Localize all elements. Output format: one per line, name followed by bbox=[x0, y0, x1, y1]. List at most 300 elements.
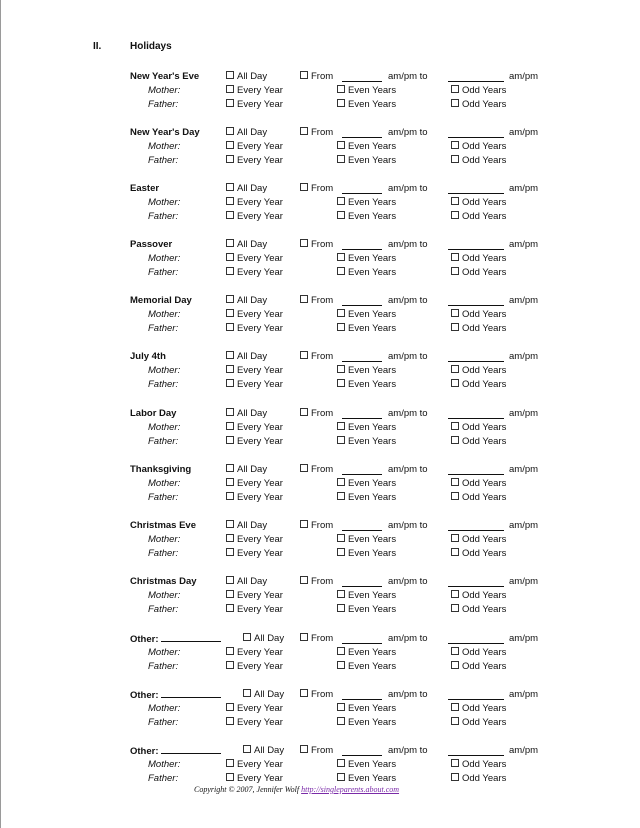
father-every-year-option[interactable] bbox=[226, 322, 283, 336]
every-year-checkbox-icon[interactable] bbox=[226, 647, 234, 655]
mother-label: Mother: bbox=[148, 309, 181, 320]
mother-label: Mother: bbox=[148, 647, 181, 658]
odd-years-checkbox-icon[interactable] bbox=[451, 99, 459, 107]
odd-years-checkbox-icon[interactable] bbox=[451, 703, 459, 711]
every-year-label: Every Year bbox=[237, 155, 283, 166]
mother-odd-years-option[interactable] bbox=[451, 477, 506, 491]
odd-years-checkbox-icon[interactable] bbox=[451, 534, 459, 542]
even-years-checkbox-icon[interactable] bbox=[337, 85, 345, 93]
every-year-checkbox-icon[interactable] bbox=[226, 365, 234, 373]
every-year-checkbox-icon[interactable] bbox=[226, 717, 234, 725]
father-odd-years-option[interactable] bbox=[451, 210, 506, 224]
odd-years-checkbox-icon[interactable] bbox=[451, 141, 459, 149]
ampm-to-label: am/pm to bbox=[388, 71, 428, 82]
from-label: From bbox=[311, 183, 334, 194]
all-day-label: All Day bbox=[237, 520, 268, 531]
mother-even-years-option[interactable] bbox=[337, 84, 396, 98]
start-time-blank[interactable] bbox=[342, 744, 382, 756]
start-time-blank[interactable] bbox=[342, 238, 382, 250]
odd-years-checkbox-icon[interactable] bbox=[451, 478, 459, 486]
father-odd-years-option[interactable] bbox=[451, 154, 506, 168]
from-option[interactable] bbox=[300, 463, 333, 477]
mother-even-years-option[interactable] bbox=[337, 196, 396, 210]
all-day-checkbox-icon[interactable] bbox=[243, 745, 251, 753]
all-day-checkbox-icon[interactable] bbox=[243, 633, 251, 641]
father-even-years-option[interactable] bbox=[337, 716, 396, 730]
mother-every-year-option[interactable] bbox=[226, 196, 283, 210]
mother-even-years-option[interactable] bbox=[337, 702, 396, 716]
father-even-years-option[interactable] bbox=[337, 603, 396, 617]
ampm-label: am/pm bbox=[509, 689, 539, 700]
father-odd-years-option[interactable] bbox=[451, 660, 506, 674]
end-time-blank[interactable] bbox=[448, 350, 504, 362]
even-years-checkbox-icon[interactable] bbox=[337, 548, 345, 556]
mother-every-year-option[interactable] bbox=[226, 140, 283, 154]
even-years-checkbox-icon[interactable] bbox=[337, 590, 345, 598]
father-odd-years-option[interactable] bbox=[451, 266, 506, 280]
odd-years-label: Odd Years bbox=[462, 717, 507, 728]
father-label: Father: bbox=[148, 717, 179, 728]
end-time-blank[interactable] bbox=[448, 407, 504, 419]
father-odd-years-option[interactable] bbox=[451, 772, 506, 786]
odd-years-checkbox-icon[interactable] bbox=[451, 197, 459, 205]
from-checkbox-icon[interactable] bbox=[300, 576, 308, 584]
odd-years-checkbox-icon[interactable] bbox=[451, 436, 459, 444]
from-checkbox-icon[interactable] bbox=[300, 239, 308, 247]
from-option[interactable] bbox=[300, 350, 333, 364]
odd-years-checkbox-icon[interactable] bbox=[451, 309, 459, 317]
holiday-name: New Year's Day bbox=[130, 127, 200, 138]
mother-even-years-option[interactable] bbox=[337, 140, 396, 154]
even-years-checkbox-icon[interactable] bbox=[337, 197, 345, 205]
holiday-name-cell bbox=[130, 238, 172, 252]
all-day-checkbox-icon[interactable] bbox=[226, 408, 234, 416]
ampm-to-label: am/pm to bbox=[388, 239, 428, 250]
odd-years-checkbox-icon[interactable] bbox=[451, 323, 459, 331]
every-year-checkbox-icon[interactable] bbox=[226, 197, 234, 205]
odd-years-label: Odd Years bbox=[462, 492, 507, 503]
father-odd-years-option[interactable] bbox=[451, 378, 506, 392]
all-day-option[interactable] bbox=[226, 463, 267, 477]
mother-odd-years-option[interactable] bbox=[451, 421, 506, 435]
end-time-blank[interactable] bbox=[448, 70, 504, 82]
all-day-label: All Day bbox=[254, 689, 285, 700]
every-year-checkbox-icon[interactable] bbox=[226, 478, 234, 486]
even-years-label: Even Years bbox=[348, 365, 397, 376]
odd-years-checkbox-icon[interactable] bbox=[451, 492, 459, 500]
all-day-label: All Day bbox=[237, 127, 268, 138]
all-day-checkbox-icon[interactable] bbox=[226, 295, 234, 303]
footer-link[interactable]: http://singleparents.about.com bbox=[301, 785, 400, 794]
end-time-blank[interactable] bbox=[448, 632, 504, 644]
mother-every-year-option[interactable] bbox=[226, 477, 283, 491]
from-checkbox-icon[interactable] bbox=[300, 295, 308, 303]
other-name-blank[interactable] bbox=[161, 744, 221, 754]
even-years-checkbox-icon[interactable] bbox=[337, 267, 345, 275]
start-time-blank[interactable] bbox=[342, 632, 382, 644]
mother-odd-years-option[interactable] bbox=[451, 84, 506, 98]
holiday-block bbox=[0, 350, 640, 392]
every-year-checkbox-icon[interactable] bbox=[226, 703, 234, 711]
all-day-checkbox-icon[interactable] bbox=[226, 239, 234, 247]
even-years-checkbox-icon[interactable] bbox=[337, 604, 345, 612]
odd-years-checkbox-icon[interactable] bbox=[451, 155, 459, 163]
odd-years-label: Odd Years bbox=[462, 211, 507, 222]
ampm-to-label: am/pm to bbox=[388, 183, 428, 194]
father-even-years-option[interactable] bbox=[337, 266, 396, 280]
all-day-option[interactable] bbox=[226, 294, 267, 308]
every-year-checkbox-icon[interactable] bbox=[226, 99, 234, 107]
holiday-block bbox=[0, 294, 640, 336]
holiday-name: Other: bbox=[130, 690, 159, 701]
mother-odd-years-option[interactable] bbox=[451, 308, 506, 322]
from-label: From bbox=[311, 408, 334, 419]
holiday-name-cell bbox=[130, 519, 196, 533]
odd-years-checkbox-icon[interactable] bbox=[451, 717, 459, 725]
from-option[interactable] bbox=[300, 126, 333, 140]
from-option[interactable] bbox=[300, 294, 333, 308]
father-every-year-option[interactable] bbox=[226, 660, 283, 674]
from-option[interactable] bbox=[300, 407, 333, 421]
from-checkbox-icon[interactable] bbox=[300, 689, 308, 697]
mother-every-year-option[interactable] bbox=[226, 364, 283, 378]
start-time-blank[interactable] bbox=[342, 182, 382, 194]
all-day-option[interactable] bbox=[226, 70, 267, 84]
mother-every-year-option[interactable] bbox=[226, 589, 283, 603]
even-years-checkbox-icon[interactable] bbox=[337, 99, 345, 107]
father-every-year-option[interactable] bbox=[226, 603, 283, 617]
mother-label: Mother: bbox=[148, 253, 181, 264]
every-year-label: Every Year bbox=[237, 141, 283, 152]
father-even-years-option[interactable] bbox=[337, 210, 396, 224]
from-checkbox-icon[interactable] bbox=[300, 745, 308, 753]
odd-years-checkbox-icon[interactable] bbox=[451, 548, 459, 556]
all-day-option[interactable] bbox=[226, 238, 267, 252]
section-number: II. bbox=[93, 41, 102, 52]
odd-years-checkbox-icon[interactable] bbox=[451, 211, 459, 219]
every-year-checkbox-icon[interactable] bbox=[226, 534, 234, 542]
father-even-years-option[interactable] bbox=[337, 322, 396, 336]
from-option[interactable] bbox=[300, 70, 333, 84]
mother-even-years-option[interactable] bbox=[337, 477, 396, 491]
even-years-checkbox-icon[interactable] bbox=[337, 773, 345, 781]
even-years-checkbox-icon[interactable] bbox=[337, 365, 345, 373]
end-time-blank[interactable] bbox=[448, 126, 504, 138]
every-year-label: Every Year bbox=[237, 647, 283, 658]
ampm-label: am/pm bbox=[509, 633, 539, 644]
mother-every-year-option[interactable] bbox=[226, 758, 283, 772]
all-day-option[interactable] bbox=[226, 126, 267, 140]
every-year-label: Every Year bbox=[237, 548, 283, 559]
odd-years-checkbox-icon[interactable] bbox=[451, 590, 459, 598]
father-every-year-option[interactable] bbox=[226, 435, 283, 449]
father-odd-years-option[interactable] bbox=[451, 547, 506, 561]
even-years-label: Even Years bbox=[348, 590, 397, 601]
start-time-blank[interactable] bbox=[342, 519, 382, 531]
every-year-checkbox-icon[interactable] bbox=[226, 773, 234, 781]
every-year-checkbox-icon[interactable] bbox=[226, 211, 234, 219]
all-day-option[interactable] bbox=[226, 182, 267, 196]
mother-even-years-option[interactable] bbox=[337, 421, 396, 435]
from-option[interactable] bbox=[300, 182, 333, 196]
every-year-checkbox-icon[interactable] bbox=[226, 379, 234, 387]
end-time-blank[interactable] bbox=[448, 182, 504, 194]
all-day-option[interactable] bbox=[226, 350, 267, 364]
odd-years-checkbox-icon[interactable] bbox=[451, 759, 459, 767]
footer bbox=[194, 785, 399, 794]
even-years-checkbox-icon[interactable] bbox=[337, 661, 345, 669]
from-option[interactable] bbox=[300, 744, 333, 758]
every-year-checkbox-icon[interactable] bbox=[226, 141, 234, 149]
even-years-checkbox-icon[interactable] bbox=[337, 155, 345, 163]
start-time-blank[interactable] bbox=[342, 575, 382, 587]
mother-odd-years-option[interactable] bbox=[451, 646, 506, 660]
even-years-checkbox-icon[interactable] bbox=[337, 211, 345, 219]
holiday-name: Other: bbox=[130, 634, 159, 645]
all-day-checkbox-icon[interactable] bbox=[226, 71, 234, 79]
odd-years-checkbox-icon[interactable] bbox=[451, 85, 459, 93]
mother-every-year-option[interactable] bbox=[226, 646, 283, 660]
father-every-year-option[interactable] bbox=[226, 716, 283, 730]
all-day-checkbox-icon[interactable] bbox=[226, 464, 234, 472]
odd-years-checkbox-icon[interactable] bbox=[451, 365, 459, 373]
end-time-blank[interactable] bbox=[448, 519, 504, 531]
mother-even-years-option[interactable] bbox=[337, 364, 396, 378]
end-time-blank[interactable] bbox=[448, 463, 504, 475]
odd-years-checkbox-icon[interactable] bbox=[451, 661, 459, 669]
every-year-checkbox-icon[interactable] bbox=[226, 436, 234, 444]
all-day-option[interactable] bbox=[243, 688, 284, 702]
from-checkbox-icon[interactable] bbox=[300, 351, 308, 359]
start-time-blank[interactable] bbox=[342, 126, 382, 138]
ampm-to-label: am/pm to bbox=[388, 689, 428, 700]
all-day-checkbox-icon[interactable] bbox=[226, 576, 234, 584]
all-day-option[interactable] bbox=[243, 744, 284, 758]
father-even-years-option[interactable] bbox=[337, 772, 396, 786]
odd-years-label: Odd Years bbox=[462, 436, 507, 447]
holiday-block bbox=[0, 632, 640, 674]
mother-even-years-option[interactable] bbox=[337, 758, 396, 772]
father-every-year-option[interactable] bbox=[226, 547, 283, 561]
even-years-label: Even Years bbox=[348, 773, 397, 784]
mother-every-year-option[interactable] bbox=[226, 702, 283, 716]
every-year-checkbox-icon[interactable] bbox=[226, 604, 234, 612]
even-years-checkbox-icon[interactable] bbox=[337, 379, 345, 387]
odd-years-label: Odd Years bbox=[462, 99, 507, 110]
other-name-blank[interactable] bbox=[161, 632, 221, 642]
from-label: From bbox=[311, 295, 334, 306]
end-time-blank[interactable] bbox=[448, 238, 504, 250]
father-even-years-option[interactable] bbox=[337, 547, 396, 561]
start-time-blank[interactable] bbox=[342, 294, 382, 306]
all-day-checkbox-icon[interactable] bbox=[226, 351, 234, 359]
even-years-label: Even Years bbox=[348, 661, 397, 672]
from-option[interactable] bbox=[300, 575, 333, 589]
mother-odd-years-option[interactable] bbox=[451, 364, 506, 378]
father-odd-years-option[interactable] bbox=[451, 322, 506, 336]
odd-years-checkbox-icon[interactable] bbox=[451, 379, 459, 387]
from-checkbox-icon[interactable] bbox=[300, 127, 308, 135]
from-option[interactable] bbox=[300, 688, 333, 702]
father-every-year-option[interactable] bbox=[226, 378, 283, 392]
father-label: Father: bbox=[148, 604, 179, 615]
ampm-to-label: am/pm to bbox=[388, 408, 428, 419]
all-day-checkbox-icon[interactable] bbox=[226, 183, 234, 191]
every-year-label: Every Year bbox=[237, 492, 283, 503]
mother-odd-years-option[interactable] bbox=[451, 140, 506, 154]
odd-years-checkbox-icon[interactable] bbox=[451, 773, 459, 781]
mother-every-year-option[interactable] bbox=[226, 421, 283, 435]
from-option[interactable] bbox=[300, 519, 333, 533]
father-odd-years-option[interactable] bbox=[451, 98, 506, 112]
all-day-option[interactable] bbox=[226, 519, 267, 533]
every-year-checkbox-icon[interactable] bbox=[226, 492, 234, 500]
mother-even-years-option[interactable] bbox=[337, 589, 396, 603]
mother-odd-years-option[interactable] bbox=[451, 702, 506, 716]
ampm-label: am/pm bbox=[509, 464, 539, 475]
every-year-checkbox-icon[interactable] bbox=[226, 267, 234, 275]
every-year-label: Every Year bbox=[237, 253, 283, 264]
every-year-checkbox-icon[interactable] bbox=[226, 155, 234, 163]
father-even-years-option[interactable] bbox=[337, 154, 396, 168]
every-year-checkbox-icon[interactable] bbox=[226, 253, 234, 261]
mother-label: Mother: bbox=[148, 703, 181, 714]
even-years-checkbox-icon[interactable] bbox=[337, 492, 345, 500]
mother-every-year-option[interactable] bbox=[226, 252, 283, 266]
from-checkbox-icon[interactable] bbox=[300, 71, 308, 79]
ampm-to-label: am/pm to bbox=[388, 520, 428, 531]
father-every-year-option[interactable] bbox=[226, 154, 283, 168]
end-time-blank[interactable] bbox=[448, 575, 504, 587]
from-label: From bbox=[311, 689, 334, 700]
odd-years-label: Odd Years bbox=[462, 478, 507, 489]
mother-even-years-option[interactable] bbox=[337, 252, 396, 266]
mother-every-year-option[interactable] bbox=[226, 308, 283, 322]
father-every-year-option[interactable] bbox=[226, 491, 283, 505]
from-checkbox-icon[interactable] bbox=[300, 408, 308, 416]
even-years-checkbox-icon[interactable] bbox=[337, 422, 345, 430]
even-years-checkbox-icon[interactable] bbox=[337, 717, 345, 725]
odd-years-label: Odd Years bbox=[462, 548, 507, 559]
every-year-checkbox-icon[interactable] bbox=[226, 661, 234, 669]
start-time-blank[interactable] bbox=[342, 463, 382, 475]
all-day-option[interactable] bbox=[226, 407, 267, 421]
even-years-label: Even Years bbox=[348, 548, 397, 559]
even-years-checkbox-icon[interactable] bbox=[337, 534, 345, 542]
every-year-checkbox-icon[interactable] bbox=[226, 422, 234, 430]
other-name-blank[interactable] bbox=[161, 688, 221, 698]
odd-years-checkbox-icon[interactable] bbox=[451, 267, 459, 275]
odd-years-checkbox-icon[interactable] bbox=[451, 647, 459, 655]
every-year-checkbox-icon[interactable] bbox=[226, 309, 234, 317]
every-year-label: Every Year bbox=[237, 85, 283, 96]
even-years-checkbox-icon[interactable] bbox=[337, 323, 345, 331]
every-year-checkbox-icon[interactable] bbox=[226, 759, 234, 767]
from-checkbox-icon[interactable] bbox=[300, 520, 308, 528]
from-checkbox-icon[interactable] bbox=[300, 183, 308, 191]
father-odd-years-option[interactable] bbox=[451, 603, 506, 617]
all-day-option[interactable] bbox=[226, 575, 267, 589]
father-odd-years-option[interactable] bbox=[451, 716, 506, 730]
start-time-blank[interactable] bbox=[342, 688, 382, 700]
start-time-blank[interactable] bbox=[342, 350, 382, 362]
odd-years-checkbox-icon[interactable] bbox=[451, 422, 459, 430]
holiday-name: Christmas Eve bbox=[130, 520, 197, 531]
all-day-checkbox-icon[interactable] bbox=[243, 689, 251, 697]
father-every-year-option[interactable] bbox=[226, 98, 283, 112]
even-years-checkbox-icon[interactable] bbox=[337, 759, 345, 767]
all-day-checkbox-icon[interactable] bbox=[226, 520, 234, 528]
every-year-checkbox-icon[interactable] bbox=[226, 323, 234, 331]
ampm-to-label: am/pm to bbox=[388, 576, 428, 587]
holiday-name-cell bbox=[130, 688, 221, 703]
father-label: Father: bbox=[148, 211, 179, 222]
mother-even-years-option[interactable] bbox=[337, 646, 396, 660]
mother-every-year-option[interactable] bbox=[226, 533, 283, 547]
mother-every-year-option[interactable] bbox=[226, 84, 283, 98]
end-time-blank[interactable] bbox=[448, 688, 504, 700]
father-even-years-option[interactable] bbox=[337, 660, 396, 674]
father-label: Father: bbox=[148, 267, 179, 278]
from-checkbox-icon[interactable] bbox=[300, 464, 308, 472]
father-every-year-option[interactable] bbox=[226, 210, 283, 224]
mother-odd-years-option[interactable] bbox=[451, 196, 506, 210]
even-years-checkbox-icon[interactable] bbox=[337, 478, 345, 486]
mother-even-years-option[interactable] bbox=[337, 308, 396, 322]
even-years-checkbox-icon[interactable] bbox=[337, 253, 345, 261]
father-odd-years-option[interactable] bbox=[451, 491, 506, 505]
even-years-checkbox-icon[interactable] bbox=[337, 703, 345, 711]
start-time-blank[interactable] bbox=[342, 70, 382, 82]
from-option[interactable] bbox=[300, 632, 333, 646]
holiday-name-cell bbox=[130, 632, 221, 647]
all-day-option[interactable] bbox=[243, 632, 284, 646]
every-year-checkbox-icon[interactable] bbox=[226, 590, 234, 598]
mother-odd-years-option[interactable] bbox=[451, 533, 506, 547]
all-day-checkbox-icon[interactable] bbox=[226, 127, 234, 135]
holiday-block bbox=[0, 688, 640, 730]
end-time-blank[interactable] bbox=[448, 294, 504, 306]
even-years-checkbox-icon[interactable] bbox=[337, 309, 345, 317]
even-years-label: Even Years bbox=[348, 99, 397, 110]
even-years-label: Even Years bbox=[348, 197, 397, 208]
every-year-checkbox-icon[interactable] bbox=[226, 85, 234, 93]
start-time-blank[interactable] bbox=[342, 407, 382, 419]
odd-years-checkbox-icon[interactable] bbox=[451, 604, 459, 612]
father-even-years-option[interactable] bbox=[337, 378, 396, 392]
even-years-checkbox-icon[interactable] bbox=[337, 141, 345, 149]
ampm-to-label: am/pm to bbox=[388, 295, 428, 306]
father-every-year-option[interactable] bbox=[226, 266, 283, 280]
odd-years-checkbox-icon[interactable] bbox=[451, 253, 459, 261]
from-option[interactable] bbox=[300, 238, 333, 252]
mother-odd-years-option[interactable] bbox=[451, 252, 506, 266]
mother-label: Mother: bbox=[148, 141, 181, 152]
father-odd-years-option[interactable] bbox=[451, 435, 506, 449]
every-year-checkbox-icon[interactable] bbox=[226, 548, 234, 556]
father-even-years-option[interactable] bbox=[337, 491, 396, 505]
mother-odd-years-option[interactable] bbox=[451, 758, 506, 772]
father-even-years-option[interactable] bbox=[337, 98, 396, 112]
father-every-year-option[interactable] bbox=[226, 772, 283, 786]
even-years-checkbox-icon[interactable] bbox=[337, 647, 345, 655]
from-checkbox-icon[interactable] bbox=[300, 633, 308, 641]
mother-odd-years-option[interactable] bbox=[451, 589, 506, 603]
even-years-checkbox-icon[interactable] bbox=[337, 436, 345, 444]
mother-even-years-option[interactable] bbox=[337, 533, 396, 547]
end-time-blank[interactable] bbox=[448, 744, 504, 756]
father-even-years-option[interactable] bbox=[337, 435, 396, 449]
